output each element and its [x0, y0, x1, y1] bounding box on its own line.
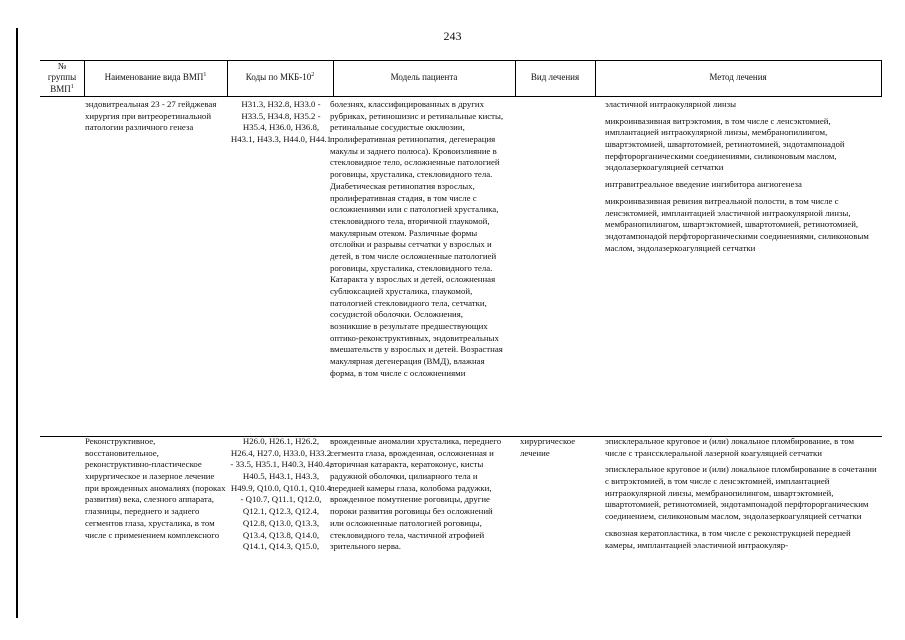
row2-patient-model: врожденные аномалии хрусталика, переднего сегмента глаза, врожденная, осложненная и вторичная катаракта, кератоконус, кисты радужной оболочки, цилиарного тела и передней камеры глаза, колобома радужки, врожденное помутнение роговицы, другие пороки развития роговицы без осложнений или осложненные патологией роговицы, стекловидного тела, частичной атрофией зрительного нерва. [330, 436, 502, 552]
header-bottom-border [40, 96, 882, 97]
header-group-number: № группы ВМП$^1$ [47, 61, 77, 94]
header-vmp-name: Наименование вида ВМП$^1$ [104, 72, 207, 83]
method-item: микроинвазивная ревизия витреальной полости, в том числе с ленсэктомией, имплантацией эластичной интраокулярной линзы, мембранопилингом, швартэктомией, швартотомией, ретинотомией, эндотампонадой перфторорганическими соединениями, силиконовым маслом, эндолазеркоагуляцией сетчатки [605, 195, 869, 253]
page-number: 243 [443, 29, 462, 43]
row2-vmp-name: Реконструктивное, восстановительное, реконструктивно-пластическое хирургическое и лазерное лечение при врожденных аномалиях (пороках развития) века, слезного аппарата, глазницы, переднего и заднего сегментов глаза, хрусталика, в том числе с применением комплексного [85, 436, 226, 540]
row1-methods [605, 99, 877, 259]
method-item: сквозная кератопластика, в том числе с реконструкцией передней камеры, имплантацией эластичной интраокуляр- [605, 527, 851, 550]
row1-vmp-name: эндовитреальная 23 - 27 гейджевая хирургия при витреоретинальной патологии различного генеза [85, 99, 217, 133]
row1-icd-codes: H31.3, H32.8, H33.0 - H33.5, H34.8, H35.2 - H35.4, H36.0, H36.8, H43.1, H43.3, H44.0, H44.1 [230, 99, 332, 145]
left-margin-bar [16, 28, 18, 618]
header-treatment-method: Метод лечения [709, 72, 767, 83]
header-treatment-type: Вид лечения [530, 72, 580, 83]
row1-patient-model: болезнях, классифицированных в других рубриках, ретиношизис и ретинальные кисты, ретинальные сосудистые окклюзии, пролиферативная ретинопатия, дегенерация макулы и заднего полюса). Кровоизлияние в стекловидное тело, осложненные патологией роговицы, хрусталика, стекловидного тела. Диабетическая ретинопатия взрослых, пролиферативная стадия, в том числе с осложнениями или с патологией хрусталика, стекловидного тела, вторичной глаукомой, макулярным отеком. Различные формы отслойки и разрывы сетчатки у взрослых и детей, в том числе осложненные патологией роговицы, хрусталика, стекловидного тела. Катаракта у взрослых и детей, осложненная сублюксацией хрусталика, глаукомой, патологией стекловидного тела, сетчатки, сосудистой оболочки. Осложнения, возникшие в результате предшествующих оптико-реконструктивных, эндовитреальных вмешательств у взрослых и детей. Возрастная макулярная дегенерация (ВМД), влажная форма, в том числе с осложнениями [330, 99, 504, 378]
method-item: интравитреальное введение ингибитора ангиогенеза [605, 179, 802, 190]
row2-methods [605, 436, 877, 556]
row2-treatment-type: хирургическое лечение [520, 436, 576, 458]
method-item: микроинвазивная витрэктомия, в том числе с ленсэктомией, имплантацией интраокулярной линзы, мембранопилингом, швартэктомией, швартотомией, ретинотомией, эндотампонадой перфторорганическими соединениями, силиконовым маслом, эндолазеркоагуляцией сетчатки [605, 115, 845, 173]
method-item: эписклеральное круговое и (или) локальное пломбирование, в том числе с транссклеральной лазерной коагуляцией сетчатки [605, 436, 855, 458]
header-patient-model: Модель пациента [390, 72, 458, 83]
method-item: эластичной интраокулярной линзы [605, 99, 737, 109]
row2-icd-codes: H26.0, H26.1, H26.2, H26.4, H27.0, H33.0, H33.2 - 33.5, H35.1, H40.3, H40.4, H40.5, H43.1, H43.3, H49.9, Q10.0, Q10.1, Q10.4 - Q10.7, Q11.1, Q12.0, Q12.1, Q12.3, Q12.4, Q12.8, Q13.0, Q13.3, Q13.4, Q13.8, Q14.0, Q14.1, Q14.3, Q15.0, [230, 436, 332, 552]
method-item: эписклеральное круговое и (или) локальное пломбирование в сочетании с витрэктомией, в том числе с ленсэктомией, имплантацией интраокулярной линзы, мембранопилингом, швартэктомией, швартотомией, ретинотомией, эндотампонадой перфторорганическим соединением, силиконовым маслом, эндолазеркоагуляцией сетчатки [605, 464, 877, 522]
header-icd-codes: Коды по МКБ-$10^2$ [245, 72, 315, 83]
col-divider [881, 60, 882, 96]
